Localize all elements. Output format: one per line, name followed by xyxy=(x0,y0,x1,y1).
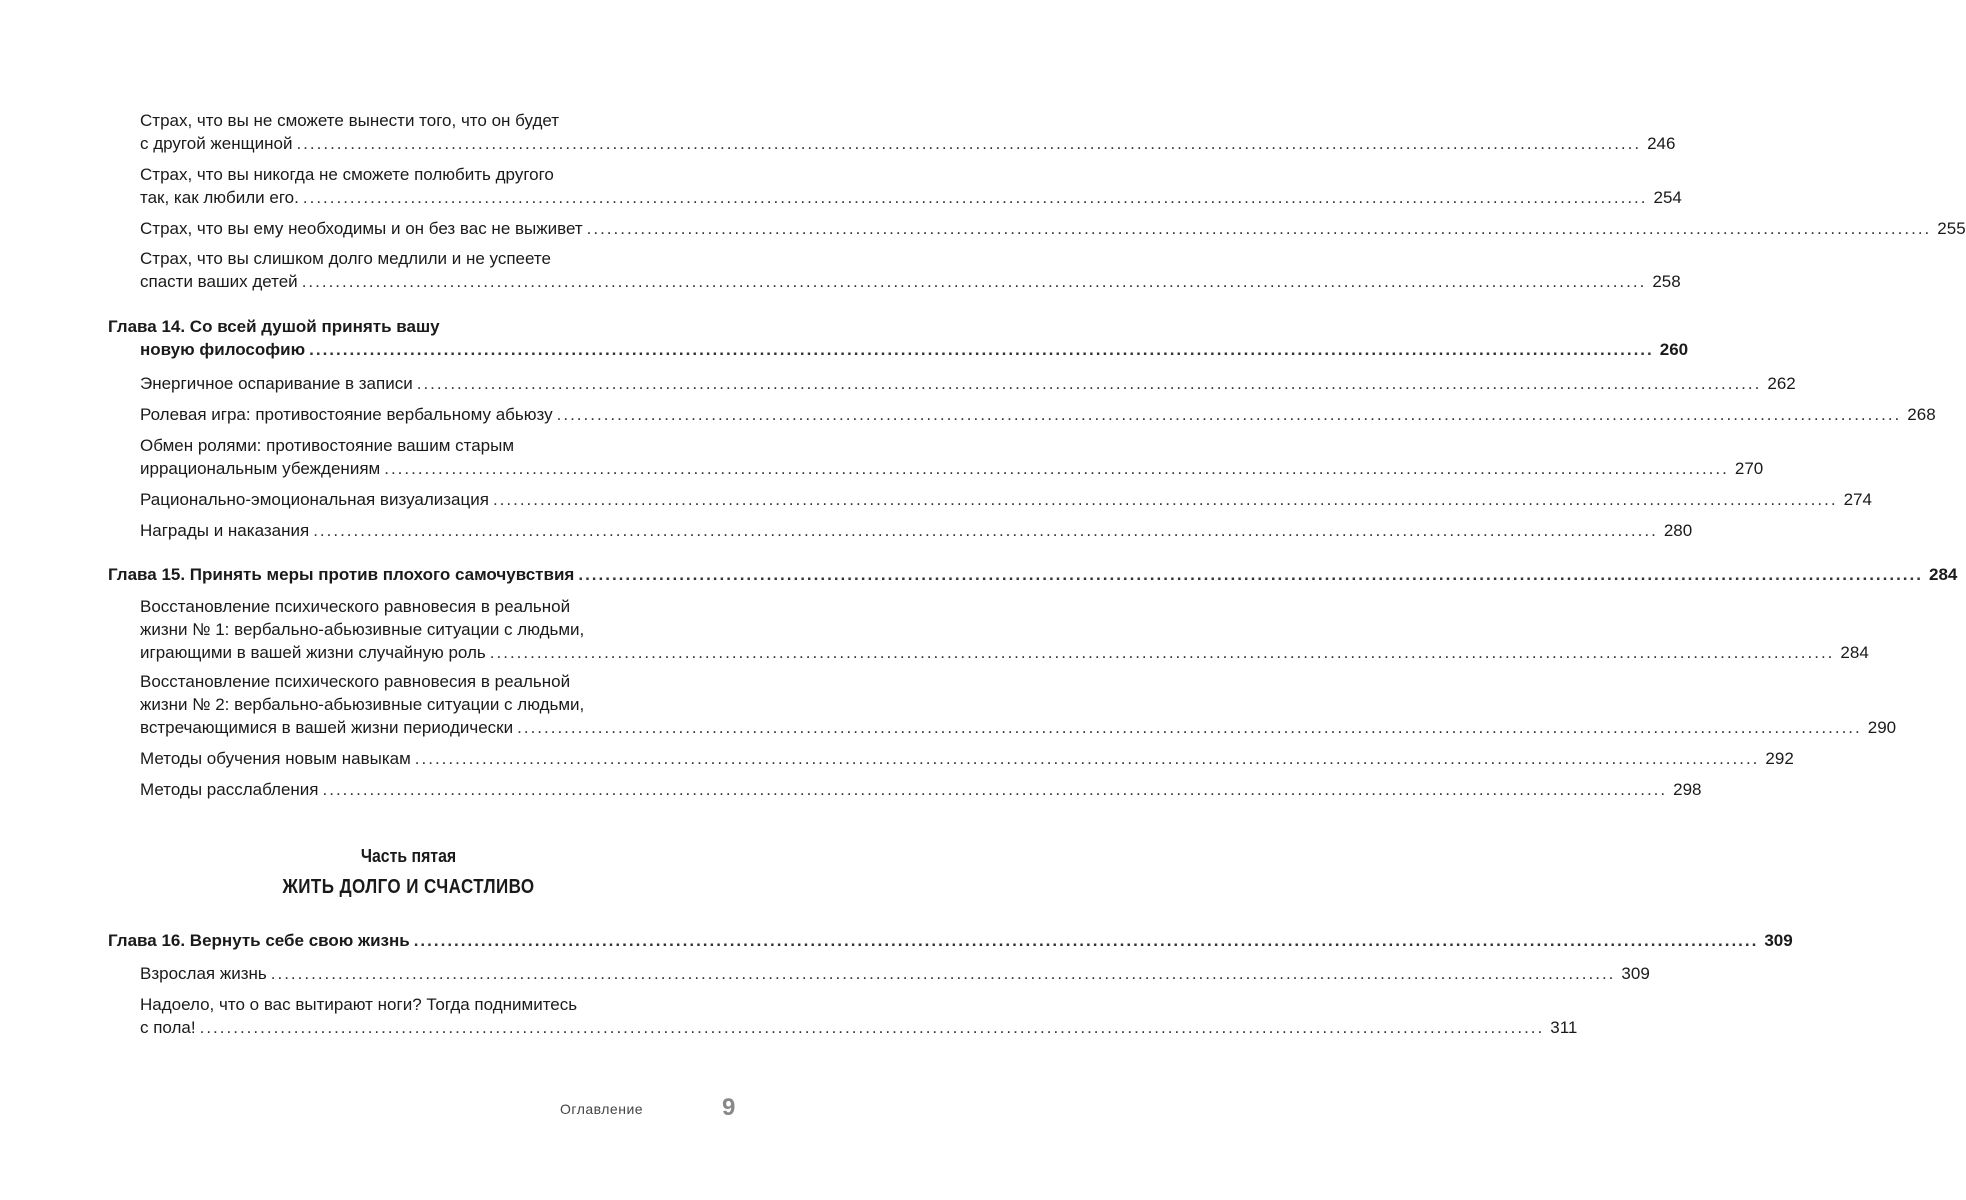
dot-leader: ........................................................................................................................................................................................................ xyxy=(296,134,1642,153)
toc-entry xyxy=(140,519,1693,542)
toc-page-number: 309 xyxy=(1764,931,1793,950)
toc-entry-last-line xyxy=(108,563,1958,586)
part-title: ЖИТЬ ДОЛГО И СЧАСТЛИВО xyxy=(282,876,535,898)
dot-leader: ........................................................................................................................................................................................................ xyxy=(302,188,1648,207)
toc-page-number: 262 xyxy=(1767,374,1796,393)
toc-entry-title: новую философию xyxy=(140,340,306,359)
toc-page-number: 274 xyxy=(1843,490,1872,509)
toc-entry-title: встречающимися в вашей жизни периодически xyxy=(140,718,514,737)
toc-entry-title: с пола! xyxy=(140,1018,196,1037)
toc-entry xyxy=(140,962,1650,985)
toc-entry-title: Глава 16. Вернуть себе свою жизнь xyxy=(108,931,410,950)
toc-entry xyxy=(140,109,1676,155)
dot-leader: ........................................................................................................................................................................................................ xyxy=(489,643,1835,662)
dot-leader: ........................................................................................................................................................................................................ xyxy=(414,749,1760,768)
toc-entry-title: Рационально-эмоциональная визуализация xyxy=(140,490,489,509)
toc-entry-line: жизни № 1: вербально-абьюзивные ситуации с людьми, xyxy=(140,620,585,639)
toc-entry-title: так, как любили его. xyxy=(140,188,299,207)
toc-entry-last-line xyxy=(140,186,1682,209)
footer-page-number: 9 xyxy=(722,1094,736,1121)
toc-entry-last-line xyxy=(140,519,1693,542)
toc-entry-last-line xyxy=(140,372,1796,395)
toc-page-number: 292 xyxy=(1765,749,1794,768)
toc-entry xyxy=(140,403,1936,426)
toc-page-number: 280 xyxy=(1663,521,1693,540)
toc-entry-title: Энергичное оспаривание в записи xyxy=(140,374,413,393)
toc-entry-line: Обмен ролями: противостояние вашим старым xyxy=(140,436,515,455)
toc-entry xyxy=(140,993,1578,1039)
toc-entry-last-line xyxy=(140,403,1936,426)
toc-entry-line: Страх, что вы никогда не сможете полюбить другого xyxy=(140,165,554,184)
toc-entry-title: играющими в вашей жизни случайную роль xyxy=(140,643,486,662)
toc-page-number: 255 xyxy=(1937,219,1966,238)
toc-chapter-15 xyxy=(108,563,1958,586)
dot-leader: ........................................................................................................................................................................................................ xyxy=(313,521,1658,540)
toc-page-number: 254 xyxy=(1653,188,1682,207)
toc-entry-line: Восстановление психического равновесия в реальной xyxy=(140,672,571,691)
toc-entry xyxy=(140,747,1794,770)
toc-entry-last-line xyxy=(140,716,1897,739)
toc-entry xyxy=(140,372,1796,395)
toc-entry-title: Взрослая жизнь xyxy=(140,964,267,983)
toc-entry-title: иррациональным убеждениям xyxy=(140,459,381,478)
dot-leader: ........................................................................................................................................................................................................ xyxy=(556,405,1902,424)
toc-page-number: 298 xyxy=(1673,780,1702,799)
toc-entry xyxy=(140,434,1764,480)
toc-entry-last-line xyxy=(108,929,1793,952)
dot-leader: ........................................................................................................................................................................................................ xyxy=(416,374,1762,393)
toc-entry-last-line xyxy=(108,338,1689,361)
toc-entry-line: Глава 14. Со всей душой принять вашу xyxy=(108,317,440,336)
dot-leader: ........................................................................................................................................................................................................ xyxy=(309,340,1654,359)
toc-entry-last-line xyxy=(140,217,1966,240)
footer-section-label: Оглавление xyxy=(560,1101,644,1117)
toc-entry xyxy=(140,778,1702,801)
dot-leader: ........................................................................................................................................................................................................ xyxy=(413,931,1759,950)
toc-entry-title: спасти ваших детей xyxy=(140,272,298,291)
toc-entry-line: Восстановление психического равновесия в реальной xyxy=(140,597,571,616)
toc-entry-last-line xyxy=(140,1016,1578,1039)
toc-page-number: 258 xyxy=(1652,272,1681,291)
toc-entry-last-line xyxy=(140,778,1702,801)
toc-page-number: 311 xyxy=(1550,1018,1578,1037)
dot-leader: ........................................................................................................................................................................................................ xyxy=(586,219,1932,238)
toc-entry-title: Награды и наказания xyxy=(140,521,310,540)
toc-chapter-14 xyxy=(108,315,1689,361)
toc-entry-last-line xyxy=(140,641,1869,664)
part-label: Часть пятая xyxy=(360,846,457,866)
toc-entry-last-line xyxy=(140,962,1650,985)
toc-entry-title: Ролевая игра: противостояние вербальному абьюзу xyxy=(140,405,553,424)
toc-page-number: 284 xyxy=(1840,643,1869,662)
dot-leader: ........................................................................................................................................................................................................ xyxy=(578,565,1923,584)
toc-entry-title: Страх, что вы ему необходимы и он без вас не выживет xyxy=(140,219,583,238)
dot-leader: ........................................................................................................................................................................................................ xyxy=(199,1018,1545,1037)
toc-entry xyxy=(140,163,1682,209)
toc-entry xyxy=(140,217,1966,240)
dot-leader: ........................................................................................................................................................................................................ xyxy=(270,964,1616,983)
toc-page-number: 309 xyxy=(1621,964,1650,983)
dot-leader: ........................................................................................................................................................................................................ xyxy=(384,459,1729,478)
dot-leader: ........................................................................................................................................................................................................ xyxy=(492,490,1838,509)
toc-entry-title: с другой женщиной xyxy=(140,134,293,153)
toc-chapter-16 xyxy=(108,929,1793,952)
toc-entry xyxy=(140,595,1869,664)
toc-entry-last-line xyxy=(140,488,1872,511)
toc-entry xyxy=(140,247,1681,293)
toc-page-number: 246 xyxy=(1647,134,1676,153)
toc-entry-last-line xyxy=(140,457,1764,480)
toc-page-number: 284 xyxy=(1928,565,1958,584)
toc-entry-last-line xyxy=(140,747,1794,770)
toc-entry-title: Глава 15. Принять меры против плохого самочувствия xyxy=(108,565,575,584)
toc-page-number: 260 xyxy=(1659,340,1689,359)
toc-entry-line: Страх, что вы не сможете вынести того, что он будет xyxy=(140,111,560,130)
toc-page-number: 268 xyxy=(1907,405,1936,424)
toc-entry xyxy=(140,670,1897,739)
toc-entry-line: жизни № 2: вербально-абьюзивные ситуации с людьми, xyxy=(140,695,585,714)
toc-entry-line: Страх, что вы слишком долго медлили и не успеете xyxy=(140,249,551,268)
toc-entry-title: Методы расслабления xyxy=(140,780,319,799)
dot-leader: ........................................................................................................................................................................................................ xyxy=(322,780,1668,799)
toc-entry-last-line xyxy=(140,132,1676,155)
toc-page-number: 290 xyxy=(1867,718,1897,737)
toc-entry-last-line xyxy=(140,270,1681,293)
dot-leader: ........................................................................................................................................................................................................ xyxy=(517,718,1862,737)
toc-page-number: 270 xyxy=(1734,459,1764,478)
toc-entry xyxy=(140,488,1872,511)
toc-entry-title: Методы обучения новым навыкам xyxy=(140,749,411,768)
dot-leader: ........................................................................................................................................................................................................ xyxy=(301,272,1647,291)
toc-entry-line: Надоело, что о вас вытирают ноги? Тогда поднимитесь xyxy=(140,995,578,1014)
